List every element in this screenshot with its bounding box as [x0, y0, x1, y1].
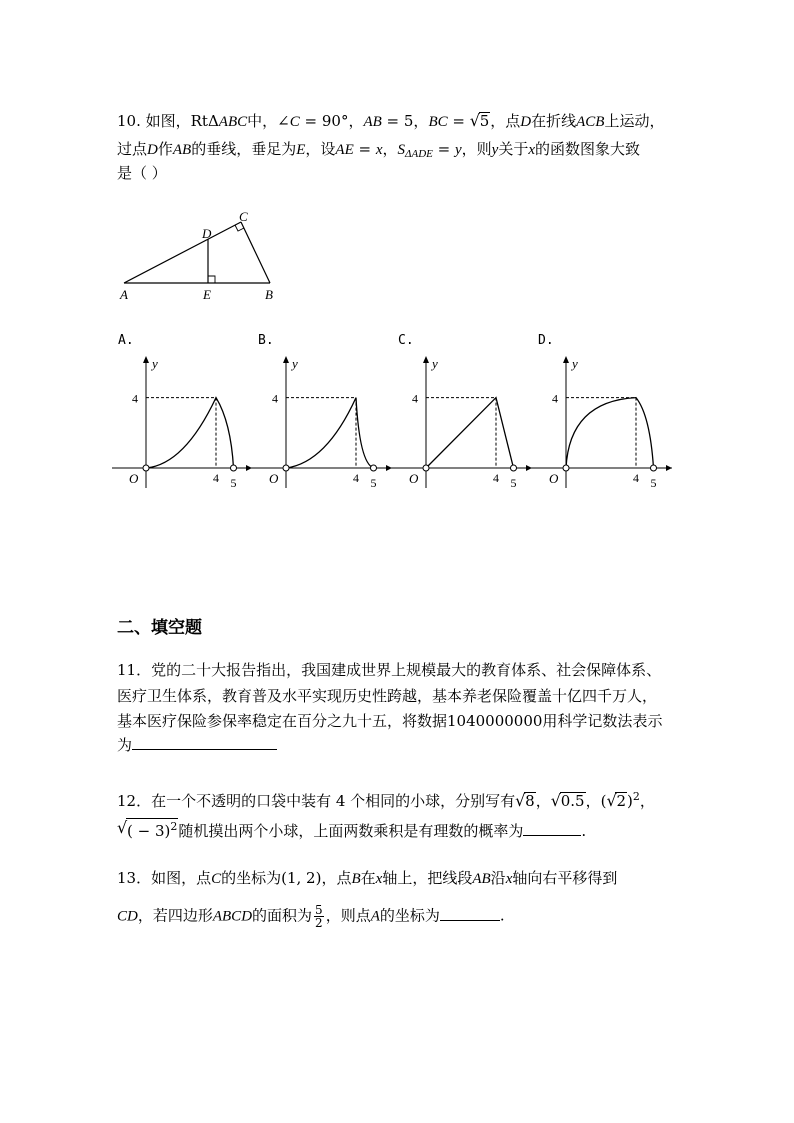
- sqrt-neg3-squared: [117, 818, 178, 841]
- radicand: 2: [616, 792, 627, 810]
- origin-label: O: [129, 471, 139, 486]
- fraction: [314, 904, 324, 929]
- radical-sign: √: [117, 818, 128, 837]
- open-point-5: [651, 465, 657, 471]
- open-point-origin: [283, 465, 289, 471]
- subscript: ΔADE: [405, 148, 433, 160]
- exponent: 2: [632, 790, 640, 803]
- q10-text: =: [353, 140, 376, 158]
- q13-var: x: [375, 871, 383, 887]
- q10-line-1: [117, 111, 665, 132]
- radicand: 8: [525, 792, 535, 810]
- segment-cb: [241, 222, 270, 283]
- q10-var: ABC: [218, 114, 248, 130]
- option-d-label[interactable]: D.: [538, 333, 554, 348]
- right-angle-e: [208, 276, 215, 283]
- function-curve: [286, 398, 374, 468]
- y-axis-label: y: [152, 356, 158, 371]
- q11-answer-blank[interactable]: [132, 735, 277, 750]
- q13-text: 13．如图，点: [117, 869, 212, 887]
- triangle-figure: [110, 205, 290, 305]
- q13-text: 的面积为: [252, 906, 313, 925]
- graph-option-c[interactable]: [392, 352, 534, 492]
- radicand: 0.5: [560, 792, 585, 810]
- y-tick-4: 4: [412, 391, 418, 406]
- paren-close: ): [627, 792, 633, 810]
- q10-text: ，设: [305, 140, 336, 158]
- label-e: E: [203, 287, 211, 302]
- option-c-label[interactable]: C.: [398, 333, 414, 348]
- q10-var: D: [147, 142, 158, 158]
- q10-text: 的垂线，垂足为: [191, 140, 297, 158]
- open-point-5: [371, 465, 377, 471]
- q11-line-3: 基本医疗保险参保率稳定在百分之九十五，将数据1040000000用科学记数法表示: [117, 712, 663, 730]
- q10-var: D: [520, 114, 532, 130]
- option-b-label[interactable]: B.: [258, 333, 274, 348]
- radicand: 5: [479, 112, 490, 130]
- q10-text: 在折线: [531, 112, 577, 130]
- q12-line-2: [117, 818, 586, 841]
- x-tick-5: 5: [230, 476, 237, 490]
- q10-var: BC: [428, 114, 448, 130]
- q10-text: 关于: [498, 140, 529, 158]
- exponent: 2: [170, 820, 178, 833]
- q13-text: ，则点: [325, 906, 371, 925]
- sqrt-5: [470, 111, 491, 131]
- y-tick-4: 4: [552, 391, 558, 406]
- q10-text: =: [447, 112, 470, 130]
- open-point-5: [231, 465, 237, 471]
- y-axis-arrow: [143, 356, 149, 363]
- y-axis-arrow: [423, 356, 429, 363]
- q10-var: y: [491, 142, 499, 158]
- q11-line-2: 医疗卫生体系，教育普及水平实现历史性跨越，基本养老保险覆盖十亿四千万人，: [117, 687, 658, 705]
- label-b: B: [265, 287, 273, 302]
- q10-var: AB: [172, 142, 192, 158]
- q10-var: C: [289, 114, 300, 130]
- q13-var: x: [505, 871, 513, 887]
- period: .: [499, 906, 505, 925]
- x-tick-4: 4: [213, 471, 219, 485]
- open-point-origin: [143, 465, 149, 471]
- radical-sign: √: [469, 111, 480, 130]
- delta-symbol: Δ: [207, 112, 219, 130]
- q10-text: 10. 如图，Rt: [117, 112, 208, 130]
- q13-text: 的坐标为: [379, 906, 440, 925]
- q10-var: ACB: [576, 114, 605, 130]
- q13-var: C: [211, 871, 222, 887]
- section-title: 二、填空题: [117, 618, 202, 638]
- q13-var: B: [351, 871, 361, 887]
- label-a: A: [120, 287, 128, 302]
- numerator: 5: [315, 903, 323, 917]
- q10-var: AB: [363, 114, 382, 130]
- q13-text: 的坐标为: [221, 869, 282, 887]
- x-tick-4: 4: [353, 471, 359, 485]
- radical-sign: √: [606, 791, 617, 810]
- q10-var: x: [528, 142, 536, 158]
- sqrt-0-5: [551, 791, 586, 811]
- q10-text: ，则: [461, 140, 492, 158]
- q10-text: 上运动，: [604, 112, 665, 130]
- sqrt-8: [515, 791, 536, 811]
- angle-symbol: ∠: [277, 112, 290, 130]
- q10-text: ，点: [490, 112, 521, 130]
- y-axis-label: y: [572, 356, 578, 371]
- graph-option-d[interactable]: [532, 352, 674, 492]
- q10-text: 的函数图象大致: [535, 140, 641, 158]
- q11-line-1: 11．党的二十大报告指出，我国建成世界上规模最大的教育体系、社会保障体系、: [117, 661, 662, 679]
- graph-option-b[interactable]: [252, 352, 394, 492]
- q13-var: ABCD: [212, 908, 253, 925]
- q13-line-2: [117, 904, 505, 929]
- q10-var: S: [397, 142, 406, 158]
- q10-var: x: [375, 142, 383, 158]
- x-tick-5: 5: [370, 476, 377, 490]
- q13-answer-blank[interactable]: [440, 906, 500, 921]
- q13-var: CD: [117, 908, 138, 925]
- q10-text: 作: [157, 140, 173, 158]
- denominator: 2: [315, 916, 323, 930]
- q12-text: 12．在一个不透明的口袋中装有 4 个相同的小球，分别写有: [117, 792, 516, 810]
- q13-var: A: [370, 908, 380, 925]
- q13-text: 轴上，把线段: [382, 869, 473, 887]
- q11-text: 为: [117, 736, 133, 754]
- q10-text: = 90°，: [299, 112, 364, 130]
- graph-option-a[interactable]: [112, 352, 254, 492]
- q10-var: AE: [335, 142, 354, 158]
- segment-ac: [124, 222, 241, 283]
- q12-line-1: [117, 787, 655, 811]
- separator: ，: [585, 792, 601, 810]
- radical-sign: √: [550, 791, 561, 810]
- q11-line-4: [117, 735, 277, 755]
- q10-var: E: [296, 142, 306, 158]
- label-d: D: [202, 226, 212, 241]
- label-c: C: [239, 209, 248, 224]
- q13-text: 轴向右平移得到: [512, 869, 618, 887]
- x-axis-arrow: [666, 465, 672, 471]
- radical-sign: √: [515, 791, 526, 810]
- function-curve: [146, 398, 234, 468]
- open-point-origin: [563, 465, 569, 471]
- function-curve: [426, 398, 514, 468]
- separator: ，: [535, 792, 551, 810]
- origin-label: O: [549, 471, 559, 486]
- y-tick-4: 4: [132, 391, 138, 406]
- open-point-origin: [423, 465, 429, 471]
- radicand: [126, 818, 178, 839]
- y-axis-label: y: [292, 356, 298, 371]
- y-tick-4: 4: [272, 391, 278, 406]
- q10-var: y: [454, 142, 462, 158]
- q13-text: ，点: [321, 869, 352, 887]
- sqrt-2: [606, 791, 627, 811]
- origin-label: O: [269, 471, 279, 486]
- q13-text: ，若四边形: [137, 906, 213, 925]
- y-axis-arrow: [283, 356, 289, 363]
- x-tick-5: 5: [650, 476, 657, 490]
- y-axis-label: y: [432, 356, 438, 371]
- q10-line-3: 是（ ）: [117, 164, 167, 182]
- radicand-base: ( − 3): [127, 822, 171, 840]
- q13-text: 在: [360, 869, 376, 887]
- option-a-label[interactable]: A.: [118, 333, 134, 348]
- coordinate: (1, 2): [281, 869, 322, 887]
- q13-var: AB: [472, 871, 491, 887]
- open-point-5: [511, 465, 517, 471]
- q10-text: 过点: [117, 140, 148, 158]
- function-curve: [566, 398, 654, 468]
- x-tick-5: 5: [510, 476, 517, 490]
- period: .: [581, 822, 587, 840]
- paren-open: (: [600, 792, 607, 810]
- y-axis-arrow: [563, 356, 569, 363]
- q13-line-1: [117, 868, 617, 889]
- q12-text: 随机摸出两个小球，上面两数乘积是有理数的概率为: [178, 822, 524, 840]
- q10-text: = 5，: [381, 112, 429, 130]
- q10-text: ，: [382, 140, 398, 158]
- x-tick-4: 4: [493, 471, 499, 485]
- q13-text: 沿: [490, 869, 506, 887]
- q10-text: 中，: [247, 112, 278, 130]
- origin-label: O: [409, 471, 419, 486]
- q10-line-2: [117, 139, 640, 164]
- q12-answer-blank[interactable]: [523, 821, 581, 836]
- q10-text: =: [432, 140, 455, 158]
- separator: ，: [639, 792, 655, 810]
- x-tick-4: 4: [633, 471, 639, 485]
